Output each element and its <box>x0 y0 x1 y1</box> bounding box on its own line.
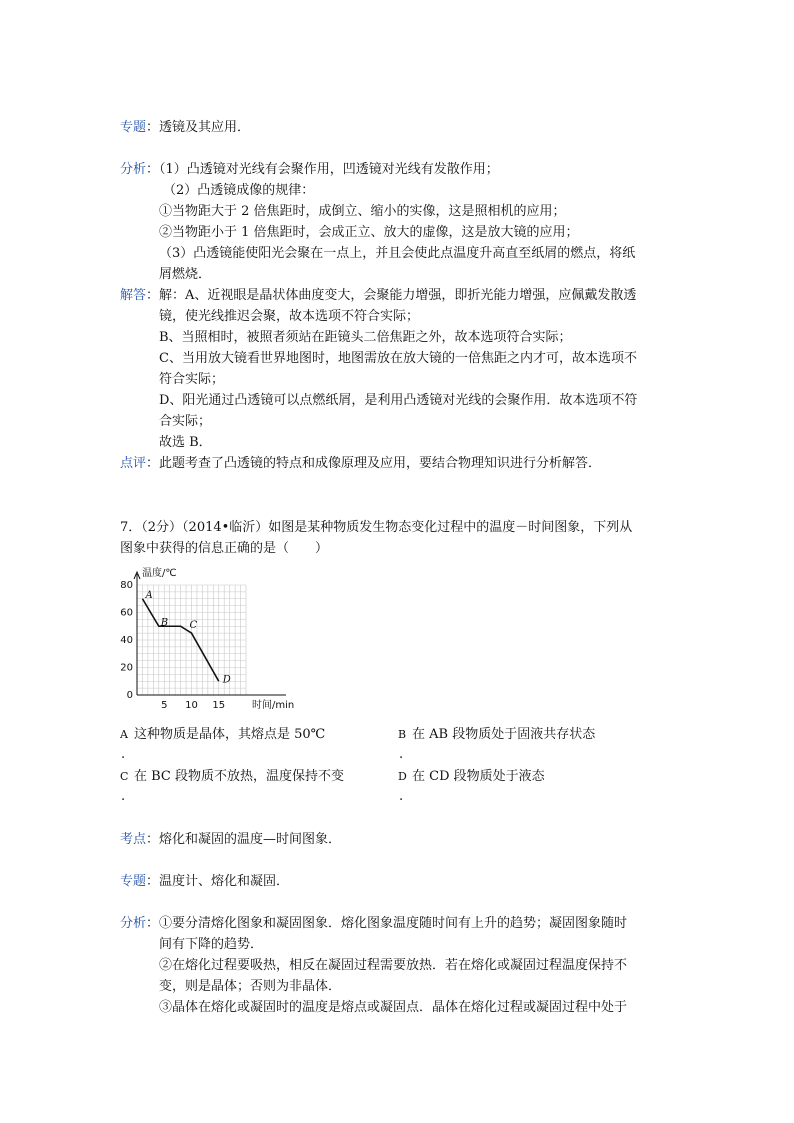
option-c-text: 在 BC 段物质不放热，温度保持不变 <box>134 769 345 784</box>
option-c[interactable] <box>120 766 344 787</box>
analysis2-line-4: 变，则是晶体；否则为非晶体． <box>159 979 342 994</box>
option-d-dot: . <box>399 789 404 804</box>
y-tick-label: 20 <box>120 662 133 674</box>
analysis-line-5: （3）凸透镜能使阳光会聚在一点上，并且会使此点温度升高直至纸屑的燃点，将纸 <box>159 246 636 261</box>
analysis-line-6: 屑燃烧． <box>159 267 212 282</box>
analysis-line-2: （2）凸透镜成像的规律： <box>163 183 315 198</box>
option-b-text: 在 AB 段物质处于固液共存状态 <box>412 727 596 742</box>
option-c-letter: C <box>120 770 129 783</box>
answer-line-8: 故选 B． <box>159 435 212 450</box>
analysis-line-1 <box>120 159 499 180</box>
chart-axes <box>134 572 286 695</box>
point-label-c: C <box>189 620 198 632</box>
point-label-b: B <box>160 617 169 629</box>
x-tick-label: 5 <box>161 700 168 710</box>
x-axis-label: 时间/min <box>252 700 295 710</box>
option-d-text: 在 CD 段物质处于液态 <box>412 769 545 784</box>
chart-point-labels <box>144 590 230 686</box>
answer-tag: 解答 <box>120 288 147 303</box>
answer-line-3: B、当照相时，被照者须站在距镜头二倍焦距之外，故本选项符合实际； <box>159 330 572 345</box>
comment-text: ：此题考查了凸透镜的特点和成像原理及应用，要结合物理知识进行分析解答． <box>146 456 602 471</box>
topic-text: ：透镜及其应用． <box>146 120 251 135</box>
option-a-dot: . <box>121 747 126 762</box>
topic2-line <box>120 871 289 892</box>
analysis-line-4: ②当物距小于 1 倍焦距时，会成正立、放大的虚像，这是放大镜的应用； <box>159 225 579 240</box>
option-a-text: 这种物质是晶体，其熔点是 50℃ <box>134 727 326 742</box>
analysis-text: ：（1）凸透镜对光线有会聚作用，凹透镜对光线有发散作用； <box>146 162 499 177</box>
y-tick-label: 60 <box>120 607 133 619</box>
temperature-time-chart <box>118 560 298 710</box>
comment-line <box>120 453 601 474</box>
analysis2-tag: 分析 <box>120 916 147 931</box>
chart-ticks <box>120 580 225 710</box>
option-d[interactable] <box>398 766 545 787</box>
exam-point-line <box>120 829 341 850</box>
topic2-tag: 专题 <box>120 874 147 889</box>
topic-tag: 专题 <box>120 120 147 135</box>
analysis2-line-1 <box>120 913 627 934</box>
point-label-a: A <box>145 589 153 601</box>
analysis2-text: ：①要分清熔化图象和凝固图象．熔化图象温度随时间有上升的趋势；凝固图象随时 <box>146 916 628 931</box>
exam-point-text: ：熔化和凝固的温度—时间图象． <box>146 832 342 847</box>
analysis2-line-5: ③晶体在熔化或凝固时的温度是熔点或凝固点．晶体在熔化过程或凝固过程中处于 <box>159 1000 628 1015</box>
answer-line-6: D、阳光通过凸透镜可以点燃纸屑，是利用凸透镜对光线的会聚作用．故本选项不符 <box>159 393 638 408</box>
point-label-d: D <box>222 674 231 686</box>
exam-point-tag: 考点 <box>120 832 147 847</box>
answer-line-7: 合实际； <box>159 414 212 429</box>
option-a-letter: A <box>120 728 128 741</box>
comment-tag: 点评 <box>120 456 147 471</box>
question-line-2: 图象中获得的信息正确的是（ ） <box>120 541 329 556</box>
option-b-dot: . <box>399 747 404 762</box>
analysis2-line-2: 间有下降的趋势． <box>159 937 264 952</box>
answer-line-2: 镜，使光线推迟会聚，故本选项不符合实际； <box>159 309 420 324</box>
option-b-letter: B <box>398 728 407 741</box>
analysis-line-3: ①当物距大于 2 倍焦距时，成倒立、缩小的实像，这是照相机的应用； <box>159 204 566 219</box>
topic2-text: ：温度计、熔化和凝固． <box>146 874 290 889</box>
analysis-tag: 分析 <box>120 162 147 177</box>
x-tick-label: 15 <box>212 700 226 710</box>
analysis2-line-3: ②在熔化过程要吸热，相反在凝固过程需要放热．若在熔化或凝固过程温度保持不 <box>159 958 628 973</box>
x-tick-label: 10 <box>185 700 198 710</box>
option-d-letter: D <box>398 770 407 783</box>
option-c-dot: . <box>121 789 126 804</box>
answer-line-4: C、当用放大镜看世界地图时，地图需放在放大镜的一倍焦距之内才可，故本选项不 <box>159 351 637 366</box>
y-axis-label: 温度/℃ <box>142 568 177 579</box>
answer-text: ：解：A、近视眼是晶状体曲度变大，会聚能力增强，即折光能力增强，应佩戴发散透 <box>146 288 637 303</box>
option-a[interactable] <box>120 724 325 745</box>
y-tick-label: 80 <box>120 580 133 591</box>
answer-line-5: 符合实际； <box>159 372 225 387</box>
y-tick-label: 40 <box>120 635 133 646</box>
question-line-1: 7．（2分）（2014•临沂）如图是某种物质发生物态变化过程中的温度－时间图象，下列从 <box>120 520 633 535</box>
topic-line <box>120 117 250 138</box>
option-b[interactable] <box>398 724 595 745</box>
y-tick-label: 0 <box>126 690 133 701</box>
answer-line-1 <box>120 285 636 306</box>
